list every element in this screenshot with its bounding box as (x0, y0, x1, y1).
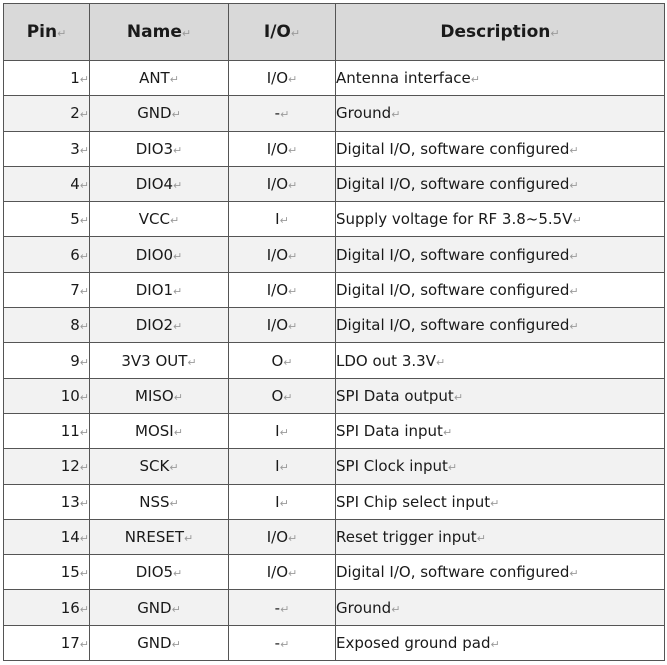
paragraph-mark-icon: ↵ (79, 355, 89, 369)
cell-pin: 6↵ (4, 237, 90, 272)
paragraph-mark-icon: ↵ (171, 637, 181, 651)
paragraph-mark-icon: ↵ (470, 73, 480, 87)
header-io: I/O↵ (229, 4, 336, 61)
cell-io: I/O↵ (229, 166, 336, 201)
cell-io: I/O↵ (229, 131, 336, 166)
paragraph-mark-icon: ↵ (435, 355, 446, 369)
cell-name: ANT↵ (90, 61, 229, 96)
cell-io: I/O↵ (229, 519, 336, 554)
paragraph-mark-icon: ↵ (171, 602, 181, 616)
table-row (4, 519, 665, 554)
paragraph-mark-icon: ↵ (288, 320, 298, 334)
table-row (4, 484, 665, 519)
paragraph-mark-icon: ↵ (79, 532, 89, 545)
cell-pin: 15↵ (4, 555, 90, 590)
cell-description: Ground↵ (336, 96, 665, 131)
paragraph-mark-icon: ↵ (173, 143, 183, 157)
paragraph-mark-icon: ↵ (169, 496, 179, 510)
cell-io: I↵ (229, 413, 336, 448)
paragraph-mark-icon: ↵ (79, 214, 89, 228)
header-pin: Pin↵ (4, 4, 90, 61)
paragraph-mark-icon: ↵ (280, 637, 290, 651)
cell-description: Antenna interface↵ (336, 61, 665, 96)
paragraph-mark-icon: ↵ (288, 567, 298, 581)
table-row (4, 96, 665, 131)
cell-description: Digital I/O, software configured↵ (336, 555, 665, 590)
table-row (4, 272, 665, 307)
paragraph-mark-icon: ↵ (476, 532, 486, 545)
paragraph-mark-icon: ↵ (288, 143, 298, 157)
cell-name: DIO1↵ (90, 272, 229, 307)
table-row (4, 343, 665, 378)
cell-pin: 11↵ (4, 413, 90, 448)
cell-io: I/O↵ (229, 308, 336, 343)
paragraph-mark-icon: ↵ (173, 390, 183, 404)
table-row (4, 166, 665, 201)
cell-pin: 2↵ (4, 96, 90, 131)
paragraph-mark-icon: ↵ (569, 143, 579, 157)
cell-name: VCC↵ (90, 202, 229, 237)
paragraph-mark-icon: ↵ (79, 390, 89, 404)
paragraph-mark-icon: ↵ (184, 532, 194, 545)
paragraph-mark-icon: ↵ (169, 461, 179, 475)
table-row (4, 61, 665, 96)
paragraph-mark-icon: ↵ (79, 496, 89, 510)
cell-description: Exposed ground pad↵ (336, 625, 665, 660)
paragraph-mark-icon: ↵ (280, 108, 290, 122)
cell-io: I↵ (229, 484, 336, 519)
cell-description: SPI Data output↵ (336, 378, 665, 413)
paragraph-mark-icon: ↵ (173, 179, 183, 193)
paragraph-mark-icon: ↵ (283, 355, 293, 369)
paragraph-mark-icon: ↵ (173, 426, 183, 440)
paragraph-mark-icon: ↵ (569, 567, 579, 581)
cell-description: Reset trigger input↵ (336, 519, 665, 554)
table-row (4, 237, 665, 272)
table-row (4, 413, 665, 448)
paragraph-mark-icon: ↵ (79, 567, 89, 581)
table-row (4, 308, 665, 343)
paragraph-mark-icon: ↵ (181, 27, 192, 40)
paragraph-mark-icon: ↵ (288, 73, 298, 87)
cell-io: -↵ (229, 590, 336, 625)
cell-name: SCK↵ (90, 449, 229, 484)
table-row (4, 202, 665, 237)
paragraph-mark-icon: ↵ (442, 426, 453, 440)
paragraph-mark-icon: ↵ (169, 73, 179, 87)
cell-io: -↵ (229, 625, 336, 660)
cell-description: Digital I/O, software configured↵ (336, 166, 665, 201)
paragraph-mark-icon: ↵ (569, 179, 579, 193)
cell-description: Ground↵ (336, 590, 665, 625)
paragraph-mark-icon: ↵ (280, 602, 290, 616)
paragraph-mark-icon: ↵ (170, 214, 180, 228)
paragraph-mark-icon: ↵ (173, 249, 183, 263)
cell-pin: 14↵ (4, 519, 90, 554)
cell-name: NRESET↵ (90, 519, 229, 554)
cell-description: LDO out 3.3V↵ (336, 343, 665, 378)
paragraph-mark-icon: ↵ (447, 461, 458, 475)
paragraph-mark-icon: ↵ (279, 214, 289, 228)
table-row (4, 555, 665, 590)
cell-pin: 9↵ (4, 343, 90, 378)
paragraph-mark-icon: ↵ (173, 567, 183, 581)
paragraph-mark-icon: ↵ (290, 27, 301, 40)
pin-table (3, 3, 665, 661)
cell-name: DIO4↵ (90, 166, 229, 201)
cell-io: O↵ (229, 378, 336, 413)
cell-description: Digital I/O, software configured↵ (336, 272, 665, 307)
cell-pin: 16↵ (4, 590, 90, 625)
paragraph-mark-icon: ↵ (79, 426, 89, 440)
paragraph-mark-icon: ↵ (171, 108, 181, 122)
cell-pin: 7↵ (4, 272, 90, 307)
paragraph-mark-icon: ↵ (288, 532, 298, 545)
cell-description: SPI Chip select input↵ (336, 484, 665, 519)
cell-name: MISO↵ (90, 378, 229, 413)
table-row (4, 590, 665, 625)
paragraph-mark-icon: ↵ (453, 390, 464, 404)
paragraph-mark-icon: ↵ (490, 637, 500, 651)
paragraph-mark-icon: ↵ (279, 426, 289, 440)
cell-pin: 13↵ (4, 484, 90, 519)
paragraph-mark-icon: ↵ (79, 73, 89, 87)
paragraph-mark-icon: ↵ (79, 249, 89, 263)
paragraph-mark-icon: ↵ (288, 179, 298, 193)
table-body (4, 61, 665, 661)
header-name: Name↵ (90, 4, 229, 61)
paragraph-mark-icon: ↵ (79, 602, 89, 616)
paragraph-mark-icon: ↵ (279, 496, 289, 510)
table-row (4, 131, 665, 166)
cell-name: NSS↵ (90, 484, 229, 519)
cell-pin: 5↵ (4, 202, 90, 237)
cell-pin: 4↵ (4, 166, 90, 201)
paragraph-mark-icon: ↵ (187, 355, 197, 369)
paragraph-mark-icon: ↵ (288, 249, 298, 263)
paragraph-mark-icon: ↵ (173, 320, 183, 334)
paragraph-mark-icon: ↵ (79, 179, 89, 193)
cell-name: MOSI↵ (90, 413, 229, 448)
paragraph-mark-icon: ↵ (279, 461, 289, 475)
cell-description: Digital I/O, software configured↵ (336, 308, 665, 343)
cell-io: I/O↵ (229, 272, 336, 307)
table-row (4, 625, 665, 660)
cell-io: -↵ (229, 96, 336, 131)
cell-name: GND↵ (90, 96, 229, 131)
paragraph-mark-icon: ↵ (490, 496, 500, 510)
cell-description: SPI Clock input↵ (336, 449, 665, 484)
cell-io: I/O↵ (229, 237, 336, 272)
cell-description: SPI Data input↵ (336, 413, 665, 448)
paragraph-mark-icon: ↵ (79, 320, 89, 334)
paragraph-mark-icon: ↵ (572, 214, 582, 228)
paragraph-mark-icon: ↵ (283, 390, 293, 404)
paragraph-mark-icon: ↵ (569, 249, 579, 263)
paragraph-mark-icon: ↵ (79, 637, 89, 651)
cell-pin: 3↵ (4, 131, 90, 166)
cell-name: 3V3 OUT↵ (90, 343, 229, 378)
cell-io: I↵ (229, 449, 336, 484)
cell-pin: 10↵ (4, 378, 90, 413)
cell-io: I/O↵ (229, 555, 336, 590)
cell-name: DIO2↵ (90, 308, 229, 343)
cell-name: DIO3↵ (90, 131, 229, 166)
cell-name: GND↵ (90, 590, 229, 625)
paragraph-mark-icon: ↵ (569, 320, 579, 334)
paragraph-mark-icon: ↵ (79, 284, 89, 298)
paragraph-mark-icon: ↵ (173, 284, 183, 298)
cell-name: GND↵ (90, 625, 229, 660)
table-row (4, 449, 665, 484)
cell-description: Digital I/O, software configured↵ (336, 237, 665, 272)
paragraph-mark-icon: ↵ (569, 284, 579, 298)
paragraph-mark-icon: ↵ (391, 108, 401, 122)
cell-pin: 17↵ (4, 625, 90, 660)
cell-description: Supply voltage for RF 3.8~5.5V↵ (336, 202, 665, 237)
paragraph-mark-icon: ↵ (391, 602, 401, 616)
paragraph-mark-icon: ↵ (57, 27, 67, 40)
paragraph-mark-icon: ↵ (79, 461, 89, 475)
cell-name: DIO0↵ (90, 237, 229, 272)
cell-io: I↵ (229, 202, 336, 237)
paragraph-mark-icon: ↵ (79, 108, 89, 122)
cell-pin: 1↵ (4, 61, 90, 96)
cell-name: DIO5↵ (90, 555, 229, 590)
header-row (4, 4, 665, 61)
paragraph-mark-icon: ↵ (79, 143, 89, 157)
cell-io: O↵ (229, 343, 336, 378)
table-row (4, 378, 665, 413)
cell-io: I/O↵ (229, 61, 336, 96)
cell-pin: 12↵ (4, 449, 90, 484)
header-description: Description↵ (336, 4, 665, 61)
cell-description: Digital I/O, software configured↵ (336, 131, 665, 166)
cell-pin: 8↵ (4, 308, 90, 343)
paragraph-mark-icon: ↵ (550, 27, 560, 40)
paragraph-mark-icon: ↵ (288, 284, 298, 298)
